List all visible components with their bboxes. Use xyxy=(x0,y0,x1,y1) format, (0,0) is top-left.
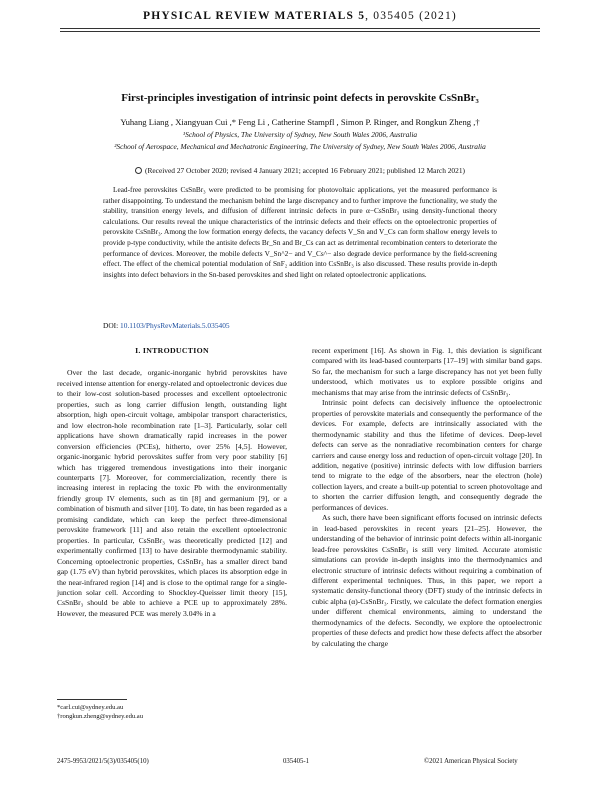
right-column xyxy=(312,346,542,649)
journal-volume: 5 xyxy=(358,10,366,22)
dates-text: (Received 27 October 2020; revised 4 January 2021; accepted 16 February 2021; published 12 March 2021) xyxy=(145,166,465,175)
affiliation-2: ²School of Aerospace, Mechanical and Mechatronic Engineering, The University of Sydney, New South Wales 2006, Australia xyxy=(114,142,486,151)
clock-icon xyxy=(135,167,142,174)
header-rule-bottom xyxy=(60,31,540,32)
footnote-email-1[interactable]: *carl.cui@sydney.edu.au xyxy=(57,704,124,711)
intro-paragraph-1: Over the last decade, organic-inorganic hybrid perovskites have received intense attention for energy-related and optoelectronic devices due to their low-cost solution-based processes and excellent optoelectronic properties, such as long carrier diffusion length, outstanding light absorption, high open-circuit voltage, ambipolar transport characteristics, and low electron-hole recombination rate [1–3]. Particularly, solar cell applications have shown dramatically rapid increases in the power conversion efficiencies (PCEs), hitherto, over 25% [4,5]. However, organic-inorganic hybrid perovskites suffer from very poor stability [6] which has triggered tremendous investigations into their inorganic counterparts [7]. Moreover, for commercialization, recently there is increasing interest in replacing the toxic Pb with the environmentally friendly group IV elements, such as tin [8] and germanium [9], or a combination of bismuth and silver [10]. To date, tin has been regarded as a promising candidate, which can keep the perfect three-dimensional perovskite framework [11] and also retain the excellent optoelectronic properties. In particular, CsSnBr₃ was theoretically predicted [12] and experimentally confirmed [13] to have desirable thermodynamic stability. Concerning optoelectronic properties, CsSnBr₃ has a smaller direct band gap (1.75 eV) than hybrid perovskites, which places its absorption edge in the near-infrared region [14] and is close to the optimal range for a single-junction solar cell. According to Shockley-Queisser limit theory [15], CsSnBr₃ should be able to achieve a PCE up to approximately 28%. However, the measured PCE was merely 3.04% in a xyxy=(57,368,287,618)
footnote-rule xyxy=(57,699,127,700)
received-dates xyxy=(0,166,600,175)
header-rule-top xyxy=(60,28,540,29)
footnotes xyxy=(57,703,143,721)
section-title: I. INTRODUCTION xyxy=(135,346,209,355)
footer-copyright: ©2021 American Physical Society xyxy=(424,758,518,765)
journal-header xyxy=(0,10,600,22)
footer-issn: 2475-9953/2021/5(3)/035405(10) xyxy=(57,758,149,765)
doi-link[interactable]: 10.1103/PhysRevMaterials.5.035405 xyxy=(120,321,230,330)
abstract: Lead-free perovskites CsSnBr₃ were predicted to be promising for photovoltaic applications, yet the measured performance is rather disappointing. To understand the mechanism behind the large discrepancy and to further improve the functionality, we study the stability, transition energy levels, and diffusion of different intrinsic defects in pure α−CsSnBr₃ using density-functional theory calculations. Our results reveal the unique characteristics of the intrinsic defects and their effects on the optoelectronic properties of perovskite CsSnBr₃. Among the low formation energy defects, the vacancy defects V_Sn and V_Cs can form shallow energy levels to provide p-type conductivity, while the antisite defects Br_Sn and Br_Cs can act as detrimental recombination centers to deteriorate the performance of devices. Moreover, the mobile defects V_Sn^2− and V_Cs^− also degrade device performance by the field-screening effect. The effect of the chemical potential modulation of SnF₂ addition into CsSnBr₃ is also discussed. These results provide in-depth insights into defect behaviors in the Sn-based perovskites and shed light on related optoelectronic applications. xyxy=(103,185,497,279)
left-column xyxy=(57,346,287,619)
paper-title: First-principles investigation of intrinsic point defects in perovskite CsSnBr₃ xyxy=(121,92,479,104)
authors-text: Yuhang Liang , Xiangyuan Cui ,* Feng Li , Catherine Stampfl , Simon P. Ringer, and Rongkun Zheng ,† xyxy=(120,117,480,127)
intro-paragraph-4: As such, there have been significant efforts focused on intrinsic defects in lead-based perovskites in recent years [21–25]. However, the understanding of the behavior of intrinsic point defects within all-inorganic lead-free perovskites CsSnBr₃ is still very limited. Accurate atomistic simulations can provide in-depth insights into the thermodynamics and electronic structure of intrinsic defects without requiring a combination of different experimental techniques. Thus, in this paper, we report a systematic density-functional theory (DFT) study of the intrinsic defects in cubic alpha (α)-CsSnBr₃. Firstly, we calculate the defect formation energies under different chemical environments, aiming to understand the thermodynamics of the defects. Secondly, we explore the optoelectronic properties of these defects and predict how these defects affect the absorber by calculating the charge xyxy=(312,513,542,648)
footnote-email-2[interactable]: †rongkun.zheng@sydney.edu.au xyxy=(57,713,144,720)
journal-name: PHYSICAL REVIEW MATERIALS xyxy=(143,10,355,22)
footer-page-number: 035405-1 xyxy=(283,758,310,765)
intro-paragraph-3: Intrinsic point defects can decisively influence the optoelectronic properties of perovskite materials and consequently the performance of the devices. For example, defects are intrinsically associated with the thermodynamic stability and thus the lifetime of devices. Deep-level defects can serve as the nonradiative recombination centers for charge carriers and cause energy loss and reduction of open-circuit voltage [20]. In addition, negative (positive) intrinsic defects with low diffusion barriers tend to migrate to the edge of the absorbers, near the electron (hole) collection layers, and create a built-up potential to screen photovoltage and to shorten the carrier diffusion length, and consequently degrade the performances of devices. xyxy=(312,398,542,512)
author-list xyxy=(0,117,600,127)
intro-paragraph-2: recent experiment [16]. As shown in Fig. 1, this deviation is significant compared with its lead-based counterparts [17–19] with similar band gaps. So far, the mechanism for such a large discrepancy has not yet been fully understood, which motivates us to explore possible origins and mechanisms that may arise from the intrinsic defects of CsSnBr₃. xyxy=(312,346,542,397)
affiliation-1: ¹School of Physics, The University of Sydney, New South Wales 2006, Australia xyxy=(182,130,418,139)
doi-label: DOI: xyxy=(103,321,121,330)
article-number: , 035405 (2021) xyxy=(365,10,457,22)
doi-line xyxy=(103,321,230,330)
